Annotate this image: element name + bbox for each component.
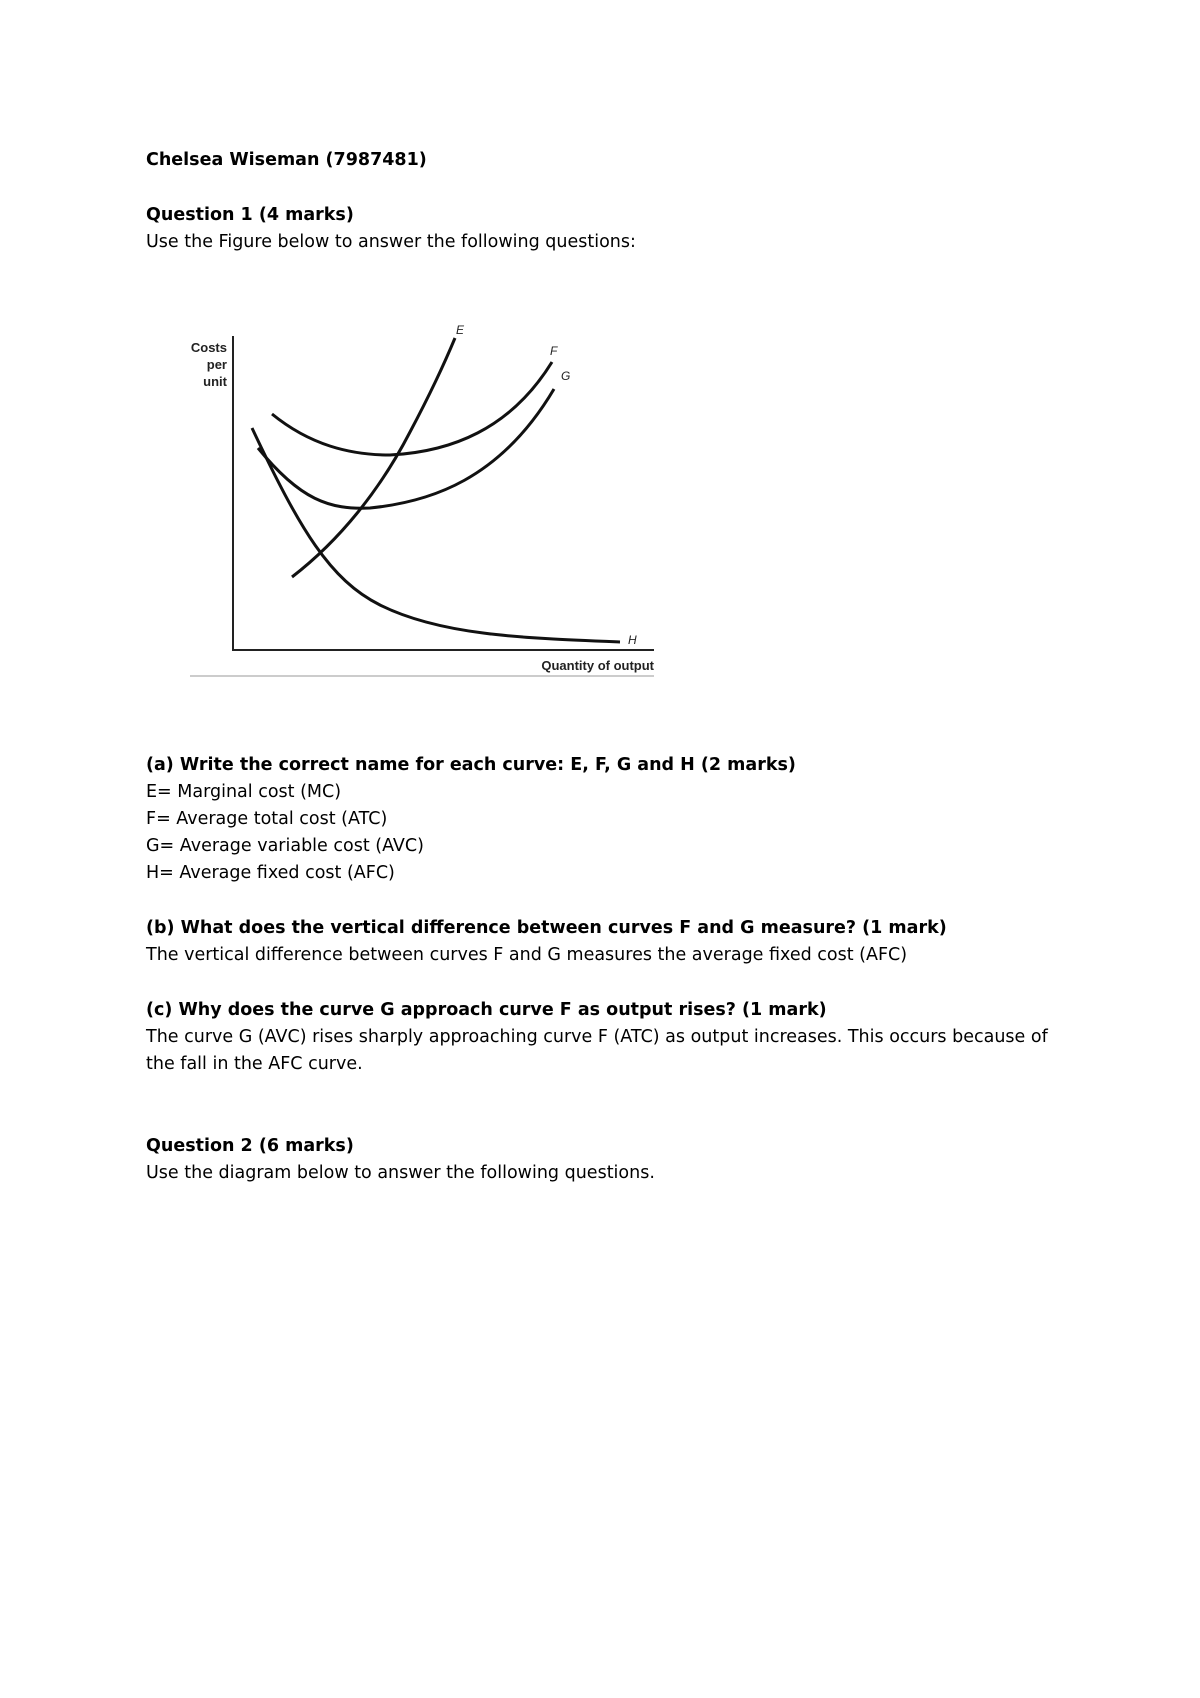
curve-g: [258, 389, 554, 508]
y-axis-label-1: Costs: [190, 340, 227, 355]
q1c-answer: The curve G (AVC) rises sharply approaching curve F (ATC) as output increases. This occurs because of the fall in the AFC curve.: [146, 1027, 1048, 1074]
curve-g-label: G: [561, 369, 571, 383]
curve-h: [252, 428, 620, 642]
q1c-question: (c) Why does the curve G approach curve F as output rises? (1 mark): [146, 1000, 827, 1020]
q1a-answer-e: E= Marginal cost (MC): [146, 782, 342, 802]
author-line: Chelsea Wiseman (7987481): [146, 150, 427, 170]
curve-e: [292, 338, 455, 577]
cost-curves-figure: [180, 320, 680, 685]
y-axis-label-3: unit: [203, 374, 227, 389]
curve-f-label: F: [550, 344, 558, 358]
y-axis-label-2: per: [206, 357, 227, 372]
curve-e-label: E: [456, 323, 465, 337]
x-axis-label: Quantity of output: [541, 658, 654, 673]
q1b-question: (b) What does the vertical difference between curves F and G measure? (1 mark): [146, 918, 947, 938]
curve-f: [272, 362, 552, 455]
q2-instruction: Use the diagram below to answer the following questions.: [146, 1163, 655, 1183]
q1b-answer: The vertical difference between curves F and G measures the average fixed cost (AFC): [146, 945, 908, 965]
q1a-answer-g: G= Average variable cost (AVC): [146, 836, 424, 856]
curve-h-label: H: [628, 633, 637, 647]
q2-heading: Question 2 (6 marks): [146, 1136, 354, 1156]
q1a-answer-f: F= Average total cost (ATC): [146, 809, 388, 829]
q1a-question: (a) Write the correct name for each curve: E, F, G and H (2 marks): [146, 755, 796, 775]
q1a-answer-h: H= Average fixed cost (AFC): [146, 863, 395, 883]
q1-instruction: Use the Figure below to answer the following questions:: [146, 232, 636, 252]
q1-heading: Question 1 (4 marks): [146, 205, 354, 225]
